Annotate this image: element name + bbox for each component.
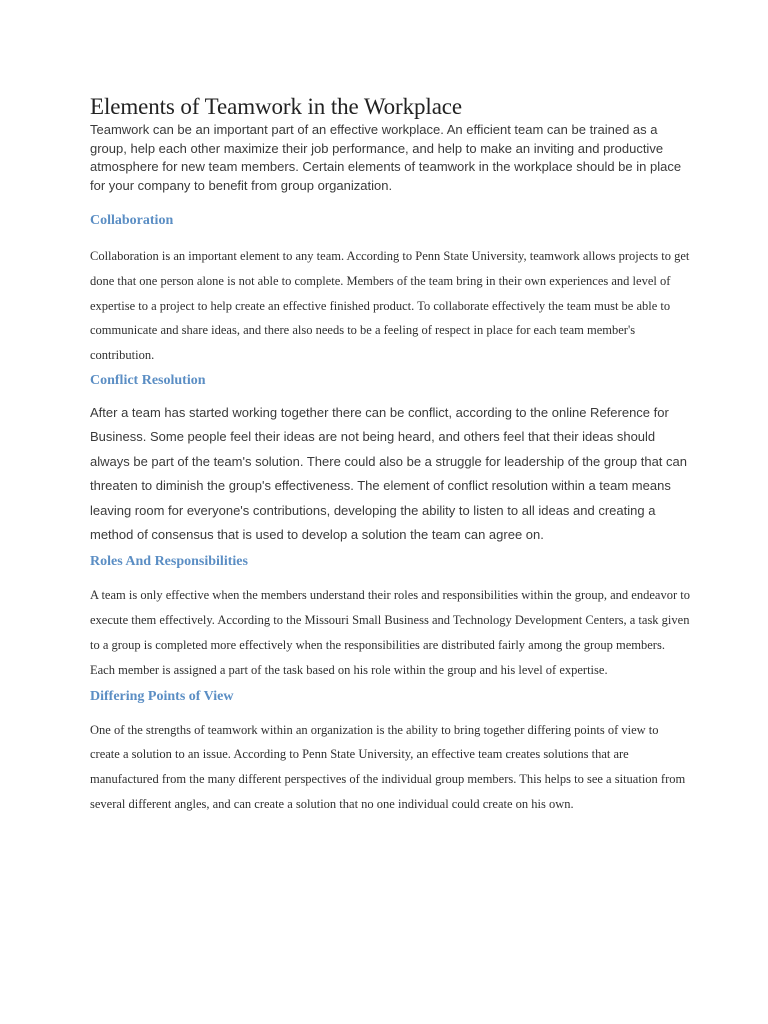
section-body-roles-responsibilities: A team is only effective when the members understand their roles and responsibilities within the group, and endeavor to execute them effectively. According to the Missouri Small Business and Technology Development Centers, a task given to a group is completed more effectively when the responsibilities are distributed fairly among the group members. Each member is assigned a part of the task based on his role within the group and his level of expertise. (90, 588, 690, 677)
section-heading-conflict-resolution: Conflict Resolution (90, 372, 206, 388)
section-heading-roles-responsibilities: Roles And Responsibilities (90, 554, 248, 570)
document-page (90, 92, 690, 817)
section-body-conflict-resolution: After a team has started working together there can be conflict, according to the online Reference for Business. Some people feel their ideas are not being heard, and others feel that their ideas should always be part of the team's solution. There could also be a struggle for leadership of the group that can threaten to diminish the group's effectiveness. The element of conflict resolution within a team means leaving room for everyone's contributions, developing the ability to listen to all ideas and creating a method of consensus that is used to develop a solution the team can agree on. (90, 404, 687, 543)
section-heading-differing-points: Differing Points of View (90, 688, 234, 704)
section-body-collaboration: Collaboration is an important element to any team. According to Penn State University, teamwork allows projects to get done that one person alone is not able to complete. Members of the team bring in their own experiences and level of expertise to a project to help create an effective finished product. To collaborate effectively the team must be able to communicate and share ideas, and there also needs to be a feeling of respect in place for each team member's contribution. (90, 249, 690, 363)
section-body-differing-points: One of the strengths of teamwork within an organization is the ability to bring together differing points of view to create a solution to an issue. According to Penn State University, an effective team creates solutions that are manufactured from the many different perspectives of the individual group members. This helps to see a situation from several different angles, and can create a solution that no one individual could create on his own. (90, 722, 686, 811)
section-heading-collaboration: Collaboration (90, 213, 174, 228)
document-title: Elements of Teamwork in the Workplace (90, 94, 463, 119)
intro-paragraph: Teamwork can be an important part of an effective workplace. An efficient team can be trained as a group, help each other maximize their job performance, and help to make an inviting and productive atmosphere for new team members. Certain elements of teamwork in the workplace should be in place for your company to benefit from group organization. (90, 122, 682, 193)
